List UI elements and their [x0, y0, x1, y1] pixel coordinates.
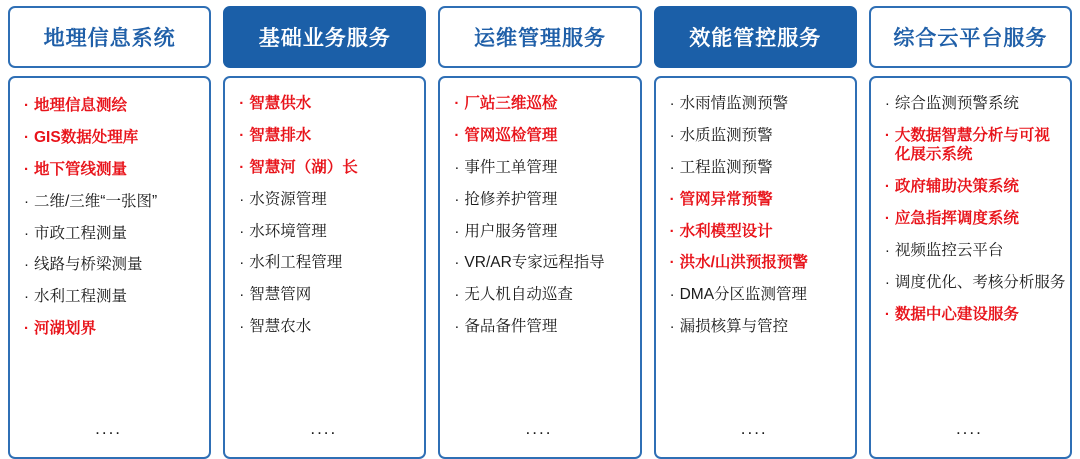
- list-item: [885, 177, 1060, 196]
- bullet-dot-icon: ·: [669, 190, 675, 208]
- list-item: [24, 128, 199, 147]
- list-item: [239, 253, 414, 272]
- list-item: [239, 222, 414, 241]
- service-column: [438, 6, 641, 459]
- list-item: [670, 222, 845, 241]
- list-item-label: 水环境管理: [249, 222, 327, 240]
- list-item: [239, 285, 414, 304]
- bullet-dot-icon: ·: [669, 254, 675, 272]
- list-item-label: 智慧河（湖）长: [249, 158, 358, 176]
- service-column: [8, 6, 211, 459]
- list-item-label: 智慧供水: [249, 95, 312, 112]
- list-item: [454, 126, 629, 145]
- list-item: [24, 192, 199, 211]
- bullet-dot-icon: ·: [669, 222, 675, 240]
- list-item-label: 智慧管网: [249, 286, 312, 304]
- list-item-label: 漏损核算与管控: [679, 318, 789, 336]
- list-item-label: 数据中心建设服务: [894, 305, 1019, 323]
- list-item: [24, 160, 199, 179]
- list-item: [239, 94, 414, 113]
- list-item: [670, 126, 845, 145]
- list-item-label: 二维/三维“一张图”: [34, 192, 158, 210]
- list-item-label: 洪水/山洪预报预警: [679, 254, 808, 272]
- list-item-label: 管网巡检管理: [464, 126, 558, 144]
- bullet-dot-icon: ·: [454, 222, 460, 240]
- list-item: [670, 253, 845, 272]
- list-item-label: 水利模型设计: [679, 222, 773, 240]
- bullet-dot-icon: ·: [24, 160, 29, 178]
- list-item-label: 无人机自动巡查: [464, 286, 573, 304]
- column-item-list: [223, 76, 426, 459]
- bullet-dot-icon: ·: [239, 286, 245, 304]
- bullet-dot-icon: ·: [884, 178, 890, 196]
- list-item-label: 厂站三维巡检: [464, 95, 558, 112]
- list-item: [885, 126, 1060, 165]
- more-items-ellipsis: ....: [955, 419, 983, 438]
- list-item-label: 河湖划界: [34, 320, 97, 338]
- list-item: [885, 209, 1060, 228]
- column-item-list: [869, 76, 1072, 459]
- more-items-ellipsis: ....: [740, 419, 768, 438]
- list-item-label: 政府辅助决策系统: [894, 178, 1019, 196]
- bullet-dot-icon: ·: [24, 128, 29, 146]
- list-item-label: 视频监控云平台: [894, 241, 1004, 259]
- list-item: [454, 285, 629, 304]
- bullet-dot-icon: ·: [454, 190, 460, 208]
- list-item: [239, 158, 414, 177]
- more-items-ellipsis: ....: [310, 419, 338, 438]
- list-item-label: 应急指挥调度系统: [894, 210, 1019, 227]
- list-item: [454, 317, 629, 336]
- bullet-dot-icon: ·: [454, 126, 460, 144]
- list-item: [454, 190, 629, 209]
- list-item: [24, 287, 199, 306]
- column-item-list: [438, 76, 641, 459]
- bullet-dot-icon: ·: [454, 254, 460, 272]
- bullet-dot-icon: ·: [669, 158, 675, 176]
- list-item: [24, 255, 199, 274]
- list-item-label: 备品备件管理: [464, 318, 558, 336]
- bullet-dot-icon: ·: [669, 126, 675, 144]
- list-item: [885, 94, 1060, 113]
- list-item: [670, 285, 845, 304]
- list-item: [24, 96, 199, 115]
- bullet-dot-icon: ·: [884, 305, 890, 323]
- list-item: [454, 222, 629, 241]
- column-title: 地理信息系统: [8, 6, 211, 68]
- list-item-label: VR/AR专家远程指导: [464, 254, 605, 272]
- list-item-label: 智慧农水: [249, 318, 312, 336]
- list-item-label: 事件工单管理: [464, 158, 558, 176]
- list-item-label: 调度优化、考核分析服务: [894, 273, 1066, 291]
- list-item-label: 抢修养护管理: [464, 190, 558, 208]
- bullet-dot-icon: ·: [239, 190, 245, 208]
- bullet-dot-icon: ·: [454, 95, 460, 112]
- bullet-dot-icon: ·: [669, 318, 675, 336]
- bullet-dot-icon: ·: [239, 126, 245, 144]
- bullet-dot-icon: ·: [239, 254, 245, 272]
- column-title: 效能管控服务: [654, 6, 857, 68]
- bullet-dot-icon: ·: [669, 286, 675, 304]
- more-items-ellipsis: ....: [525, 419, 553, 438]
- column-title: 综合云平台服务: [869, 6, 1072, 68]
- list-item: [454, 253, 629, 272]
- service-column: [869, 6, 1072, 459]
- list-item-label: GIS数据处理库: [34, 128, 139, 146]
- list-item: [885, 305, 1060, 324]
- list-item: [454, 158, 629, 177]
- bullet-dot-icon: ·: [239, 318, 245, 336]
- bullet-dot-icon: ·: [24, 320, 29, 338]
- list-item: [670, 94, 845, 113]
- list-item: [24, 319, 199, 338]
- list-item: [670, 158, 845, 177]
- service-column: [223, 6, 426, 459]
- list-item: [670, 317, 845, 336]
- bullet-dot-icon: ·: [884, 273, 890, 291]
- list-item: [24, 224, 199, 243]
- list-item: [884, 273, 1066, 292]
- list-item-label: 水利工程管理: [249, 254, 343, 272]
- list-item-label: 市政工程测量: [34, 224, 128, 242]
- bullet-dot-icon: ·: [884, 95, 890, 112]
- list-item: [239, 317, 414, 336]
- column-item-list: [8, 76, 211, 459]
- bullet-dot-icon: ·: [884, 241, 890, 259]
- column-title: 基础业务服务: [223, 6, 426, 68]
- list-item-label: 地理信息测绘: [34, 97, 128, 114]
- list-item-label: 水雨情监测预警: [679, 95, 789, 112]
- list-item-label: 智慧排水: [249, 126, 312, 144]
- bullet-dot-icon: ·: [24, 288, 29, 306]
- bullet-dot-icon: ·: [24, 97, 29, 114]
- bullet-dot-icon: ·: [454, 158, 460, 176]
- list-item: [885, 241, 1060, 260]
- list-item: [239, 126, 414, 145]
- list-item-label: 大数据智慧分析与可视化展示系统: [894, 126, 1050, 164]
- list-item-label: 地下管线测量: [34, 160, 128, 178]
- column-title: 运维管理服务: [438, 6, 641, 68]
- list-item-label: 水资源管理: [249, 190, 327, 208]
- bullet-dot-icon: ·: [454, 286, 460, 304]
- bullet-dot-icon: ·: [239, 95, 245, 112]
- list-item: [454, 94, 629, 113]
- list-item-label: 水利工程测量: [34, 288, 128, 306]
- bullet-dot-icon: ·: [24, 256, 29, 274]
- column-item-list: [654, 76, 857, 459]
- bullet-dot-icon: ·: [669, 95, 675, 112]
- list-item-label: 线路与桥梁测量: [34, 256, 143, 274]
- more-items-ellipsis: ....: [95, 419, 123, 438]
- list-item: [239, 190, 414, 209]
- bullet-dot-icon: ·: [239, 158, 245, 176]
- list-item-label: 工程监测预警: [679, 158, 773, 176]
- bullet-dot-icon: ·: [24, 192, 29, 210]
- list-item-label: DMA分区监测管理: [679, 286, 808, 304]
- list-item-label: 管网异常预警: [679, 190, 773, 208]
- bullet-dot-icon: ·: [454, 318, 460, 336]
- bullet-dot-icon: ·: [884, 126, 890, 144]
- bullet-dot-icon: ·: [239, 222, 245, 240]
- service-column: [654, 6, 857, 459]
- bullet-dot-icon: ·: [884, 210, 890, 227]
- bullet-dot-icon: ·: [24, 224, 29, 242]
- list-item: [670, 190, 845, 209]
- list-item-label: 水质监测预警: [679, 126, 773, 144]
- list-item-label: 用户服务管理: [464, 222, 558, 240]
- list-item-label: 综合监测预警系统: [894, 95, 1019, 112]
